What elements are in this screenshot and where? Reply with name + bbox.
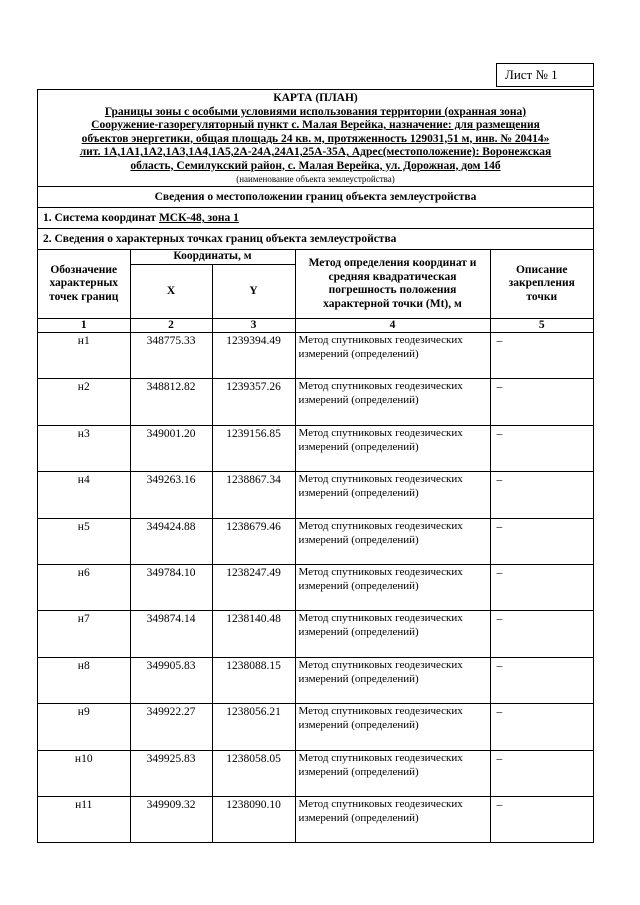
column-number: 3	[212, 319, 295, 333]
object-name-line-5: область, Семилукский район, с. Малая Верейка, ул. Дорожная, дом 14б	[130, 159, 501, 172]
table-row	[38, 472, 593, 518]
coord-y: 1238058.05	[212, 750, 295, 796]
coord-y: 1238867.34	[212, 472, 295, 518]
coord-x: 348812.82	[130, 379, 212, 425]
map-title: КАРТА (ПЛАН)	[273, 92, 358, 104]
method: Метод спутниковых геодезических измерений (определений)	[295, 750, 490, 796]
fixing-description: –	[490, 750, 593, 796]
point-id: н6	[38, 564, 130, 610]
method: Метод спутниковых геодезических измерений (определений)	[295, 611, 490, 657]
fixing-description: –	[490, 518, 593, 564]
fixing-description: –	[490, 425, 593, 471]
table-row	[38, 425, 593, 471]
header-point-designation: Обозначение характерных точек границ	[38, 250, 130, 319]
method: Метод спутниковых геодезических измерений (определений)	[295, 518, 490, 564]
fixing-description: –	[490, 796, 593, 842]
table-row	[38, 704, 593, 750]
coord-y: 1238088.15	[212, 657, 295, 703]
coord-x: 349905.83	[130, 657, 212, 703]
section-title: Сведения о местоположении границ объекта землеустройства	[38, 187, 593, 208]
fixing-description: –	[490, 333, 593, 379]
table-row	[38, 750, 593, 796]
point-id: н9	[38, 704, 130, 750]
column-number: 1	[38, 319, 130, 333]
coord-x: 348775.33	[130, 333, 212, 379]
method: Метод спутниковых геодезических измерений (определений)	[295, 704, 490, 750]
coord-x: 349263.16	[130, 472, 212, 518]
column-number: 5	[490, 319, 593, 333]
header-coordinates: Координаты, м	[130, 250, 295, 265]
column-number: 4	[295, 319, 490, 333]
point-id: н4	[38, 472, 130, 518]
sheet-number: Лист № 1	[505, 67, 558, 82]
point-id: н8	[38, 657, 130, 703]
object-name-line-3: объектов энергетики, общая площадь 24 кв. м, протяженность 129031,51 м, инв. № 20414»	[81, 132, 550, 145]
point-id: н1	[38, 333, 130, 379]
point-id: н10	[38, 750, 130, 796]
object-name-line-2: Сооружение-газорегуляторный пункт с. Малая Верейка, назначение: для размещения	[91, 119, 540, 131]
map-header	[38, 90, 593, 187]
header-y: Y	[212, 265, 295, 319]
fixing-description: –	[490, 657, 593, 703]
object-name-line-4: лит. 1А,1А1,1А2,1А3,1А4,1А5,2А-24А,24А1,25А-35А, Адрес(местоположение): Воронежская	[79, 146, 552, 158]
method: Метод спутниковых геодезических измерений (определений)	[295, 564, 490, 610]
coord-x: 349874.14	[130, 611, 212, 657]
fixing-description: –	[490, 611, 593, 657]
method: Метод спутниковых геодезических измерений (определений)	[295, 379, 490, 425]
fixing-description: –	[490, 379, 593, 425]
document-frame	[37, 89, 594, 843]
point-id: н2	[38, 379, 130, 425]
fixing-description: –	[490, 564, 593, 610]
table-row	[38, 611, 593, 657]
method: Метод спутниковых геодезических измерений (определений)	[295, 425, 490, 471]
coord-y: 1239394.49	[212, 333, 295, 379]
coordinate-system	[38, 208, 593, 229]
table-row	[38, 518, 593, 564]
coord-x: 349925.83	[130, 750, 212, 796]
header-description: Описание закрепления точки	[490, 250, 593, 319]
header-method: Метод определения координат и средняя квадратическая погрешность положения характерной точки (Mt), м	[295, 250, 490, 319]
point-id: н11	[38, 796, 130, 842]
object-name-caption: (наименование объекта землеустройства)	[236, 174, 395, 184]
points-heading: 2. Сведения о характерных точках границ объекта землеустройства	[38, 229, 593, 250]
coord-x: 349909.32	[130, 796, 212, 842]
fixing-description: –	[490, 704, 593, 750]
coord-y: 1238090.10	[212, 796, 295, 842]
coord-y: 1239156.85	[212, 425, 295, 471]
method: Метод спутниковых геодезических измерений (определений)	[295, 657, 490, 703]
table-row	[38, 657, 593, 703]
header-x: X	[130, 265, 212, 319]
coord-y: 1238140.48	[212, 611, 295, 657]
coord-x: 349001.20	[130, 425, 212, 471]
column-number: 2	[130, 319, 212, 333]
coord-y: 1238247.49	[212, 564, 295, 610]
table-row	[38, 796, 593, 842]
method: Метод спутниковых геодезических измерений (определений)	[295, 472, 490, 518]
coordinate-system-value: МСК-48, зона 1	[158, 212, 239, 224]
coord-y: 1238679.46	[212, 518, 295, 564]
sheet-number-box	[496, 63, 594, 87]
boundary-points-table	[38, 250, 593, 842]
coordinate-system-prefix: 1. Система координат	[43, 212, 159, 224]
coord-y: 1239357.26	[212, 379, 295, 425]
coord-y: 1238056.21	[212, 704, 295, 750]
point-id: н3	[38, 425, 130, 471]
coord-x: 349922.27	[130, 704, 212, 750]
object-name-line-1: Границы зоны с особыми условиями использования территории (охранная зона)	[104, 105, 527, 118]
table-row	[38, 564, 593, 610]
table-row	[38, 333, 593, 379]
coord-x: 349424.88	[130, 518, 212, 564]
method: Метод спутниковых геодезических измерений (определений)	[295, 333, 490, 379]
method: Метод спутниковых геодезических измерений (определений)	[295, 796, 490, 842]
coord-x: 349784.10	[130, 564, 212, 610]
point-id: н7	[38, 611, 130, 657]
fixing-description: –	[490, 472, 593, 518]
point-id: н5	[38, 518, 130, 564]
table-row	[38, 379, 593, 425]
